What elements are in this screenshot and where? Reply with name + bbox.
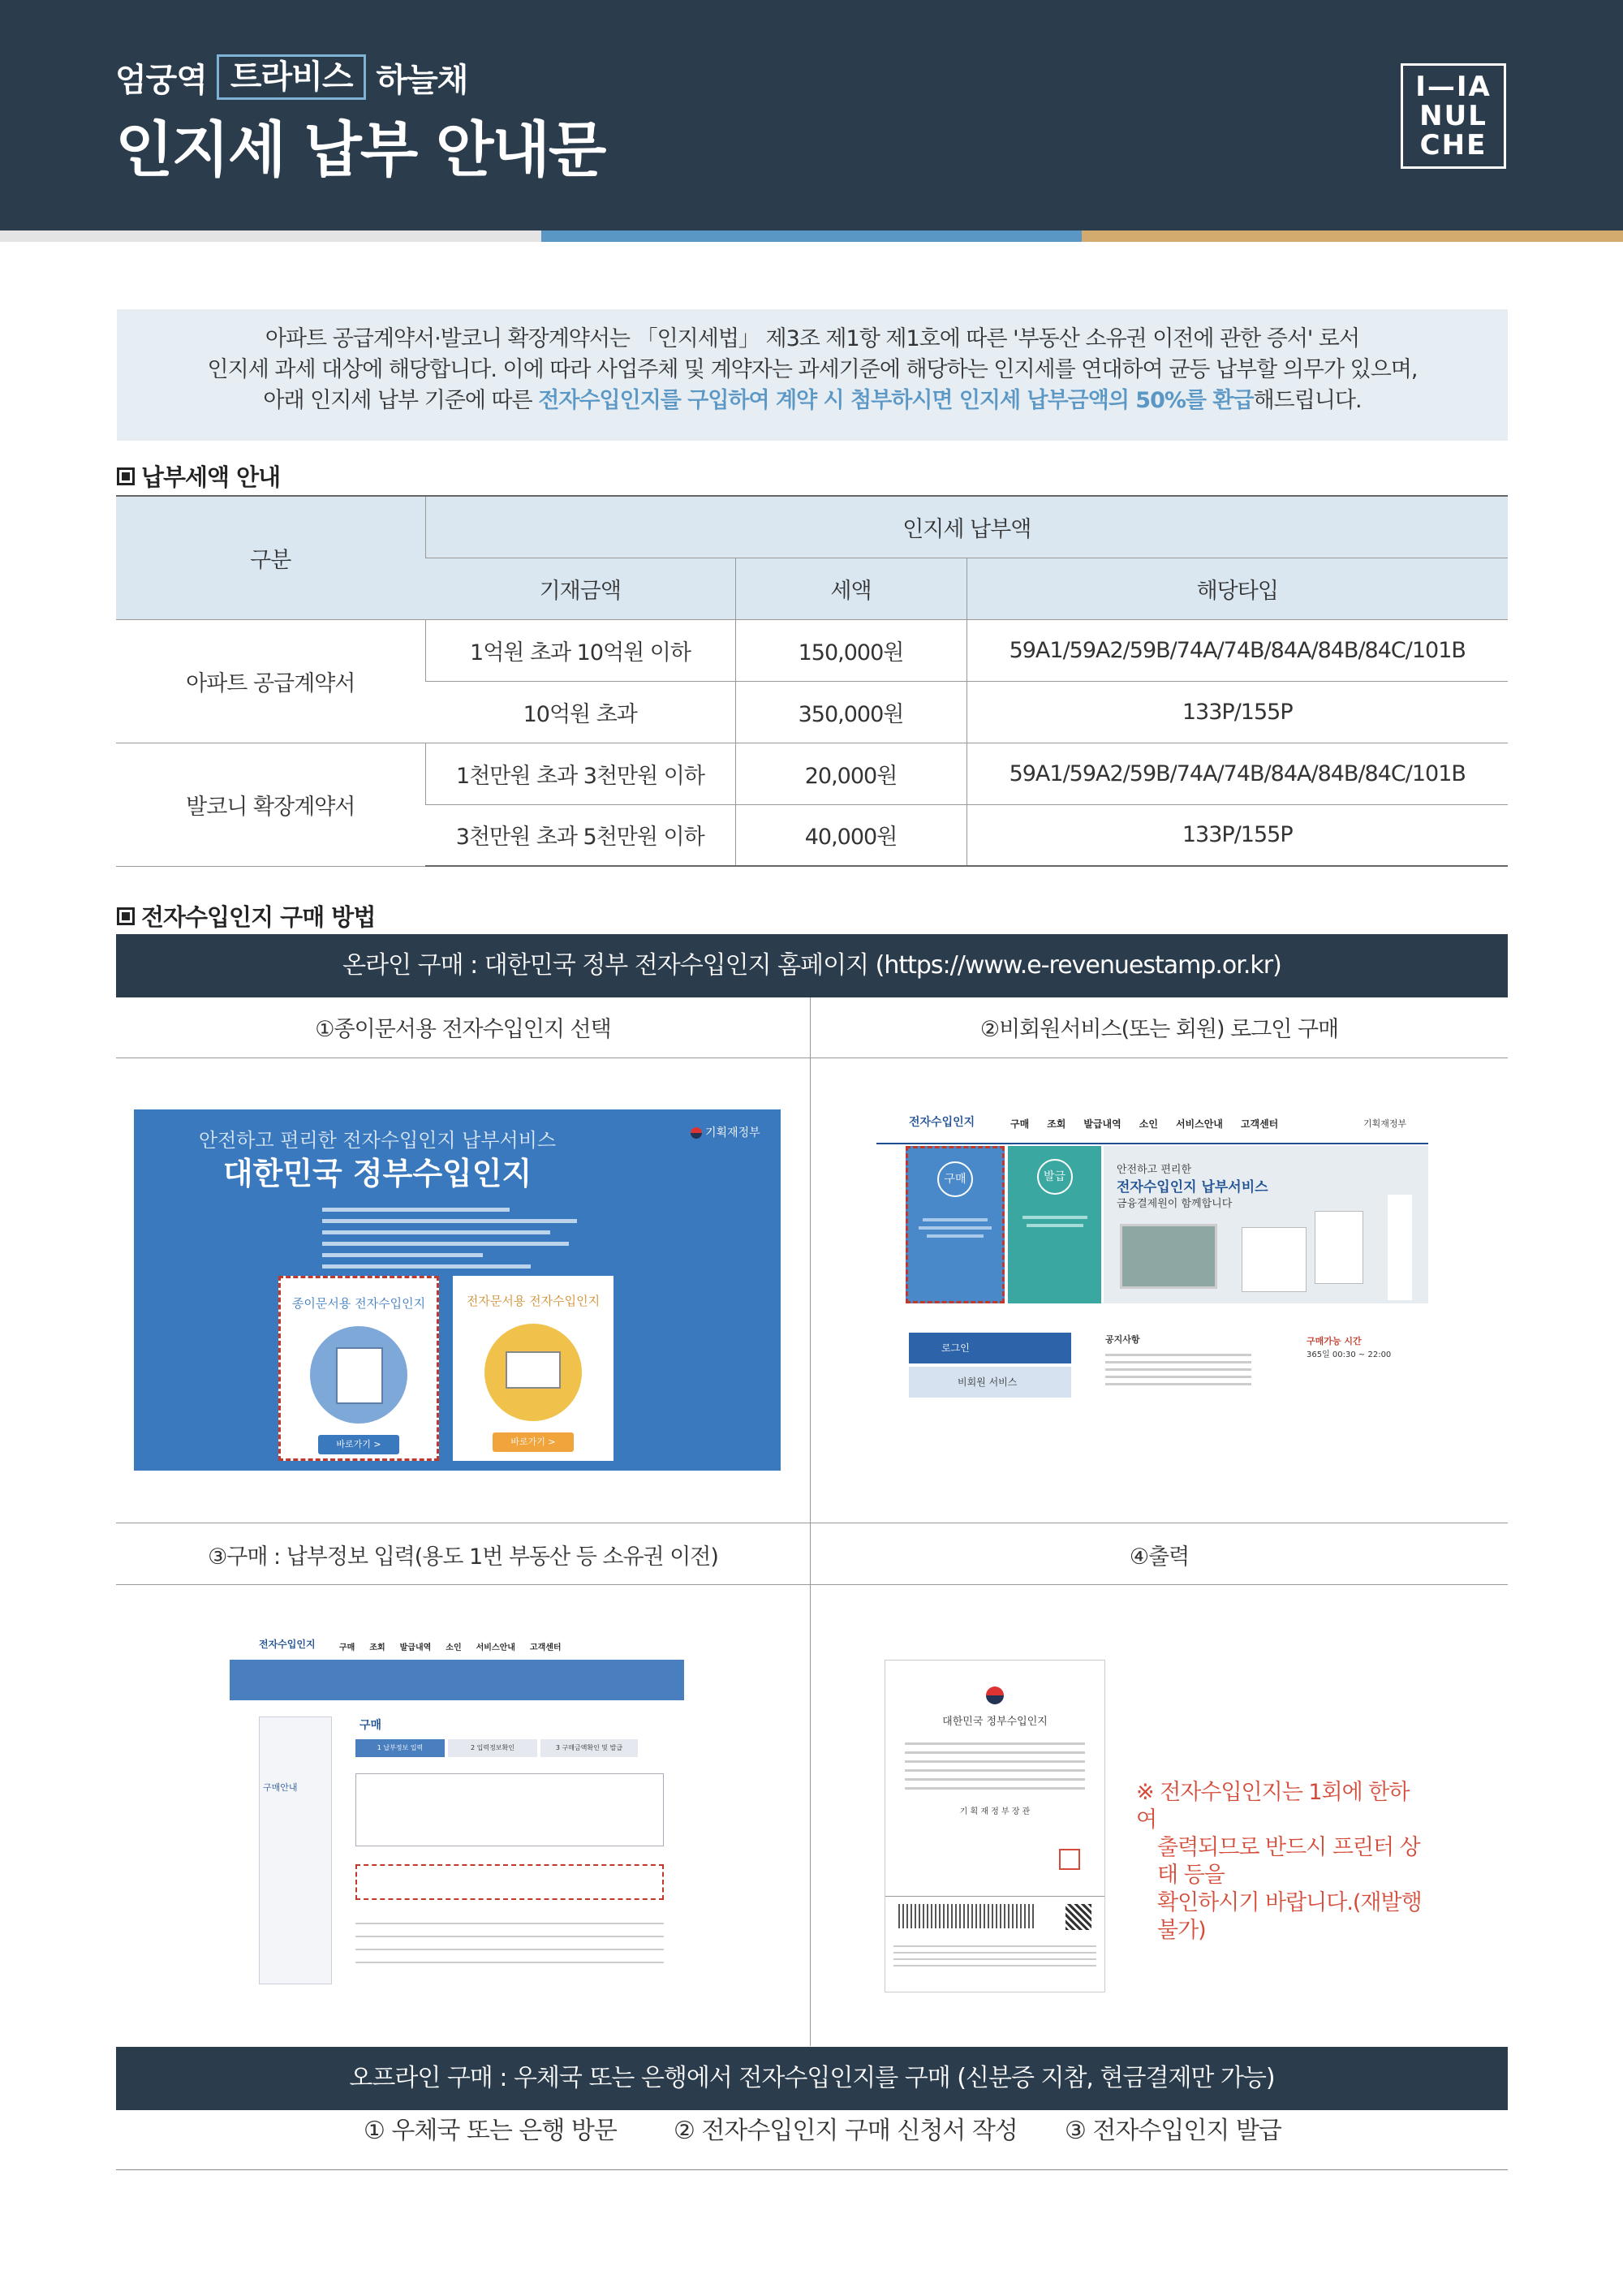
step-2-label: ②비회원서비스(또는 회원) 로그인 구매	[979, 1017, 1339, 1042]
row-tax: 40,000원	[735, 804, 966, 866]
tax-section-title-text: 납부세액 안내	[141, 463, 281, 491]
nav-service[interactable]: 서비스안내	[1175, 1118, 1223, 1130]
brand-mid: 트라비스	[217, 54, 367, 100]
issue-tile-label: 발급	[1037, 1159, 1073, 1195]
logo-line-3: CHE	[1419, 129, 1487, 162]
row-type: 59A1/59A2/59B/74A/74B/84A/84B/84C/101B	[966, 743, 1508, 804]
card-b-button[interactable]: 바로가기 >	[493, 1432, 574, 1452]
grid-divider	[810, 997, 811, 2046]
shot2-nav	[1010, 1117, 1278, 1131]
card-a-label: 종이문서용 전자수입인지	[291, 1296, 426, 1311]
shot1-top-text: 안전하고 편리한 전자수입인지 납부서비스	[198, 1129, 557, 1152]
nav-history[interactable]: 발급내역	[399, 1643, 432, 1652]
row-category: 발코니 확장계약서	[116, 743, 425, 866]
nav-cancel[interactable]: 소인	[446, 1643, 462, 1652]
shot3-steps	[355, 1739, 638, 1757]
step-c: 3 구매금액확인 및 발급	[540, 1739, 638, 1757]
shot3-input-row[interactable]	[355, 1864, 664, 1900]
screenshot-step-2	[876, 1105, 1428, 1462]
nav-support[interactable]: 고객센터	[529, 1643, 562, 1652]
paper-stamp-card[interactable]	[278, 1276, 439, 1461]
header-category: 구분	[116, 496, 425, 619]
offline-step-2: ② 전자수입인지 구매 신청서 작성	[674, 2117, 1018, 2145]
step-4-label: ④출력	[1129, 1544, 1190, 1570]
note-line-2: 출력되므로 반드시 프린터 상태 등을	[1157, 1835, 1420, 1888]
tax-table	[116, 495, 1508, 867]
barcode	[898, 1904, 1036, 1928]
document-icon	[310, 1326, 407, 1424]
purchase-section-title-text: 전자수입인지 구매 방법	[141, 903, 376, 931]
electronic-stamp-card[interactable]	[453, 1276, 613, 1461]
note-line-3: 확인하시기 바랍니다.(재발행 불가)	[1157, 1890, 1422, 1943]
table-row	[116, 619, 1508, 681]
row-type: 59A1/59A2/59B/74A/74B/84A/84B/84C/101B	[966, 619, 1508, 681]
purchase-section-title	[117, 899, 375, 933]
brand-left: 엄궁역	[115, 61, 207, 99]
header-type: 해당타입	[966, 558, 1508, 619]
row-tax: 150,000원	[735, 619, 966, 681]
online-purchase-bar: 온라인 구매 : 대한민국 정부 전자수입인지 홈페이지 (https://www.e-revenuestamp.or.kr)	[116, 934, 1508, 997]
shot3-nav	[339, 1640, 562, 1652]
certificate-issuer: 기 획 재 정 부 장 관	[959, 1807, 1031, 1816]
card-a-button[interactable]: 바로가기 >	[318, 1435, 399, 1454]
intro-highlight: 전자수입인지를 구입하여 계약 시 첨부하시면 인지세 납부금액의 50%를 환급	[538, 388, 1254, 413]
reprint-warning	[1136, 1779, 1428, 1945]
brand-right: 하늘채	[376, 61, 468, 99]
intro-line-3-pre: 아래 인지세 납부 기준에 따른	[263, 388, 539, 413]
row-amount: 3천만원 초과 5천만원 이하	[425, 804, 735, 866]
brand-line	[115, 54, 467, 101]
offline-step-1: ① 우체국 또는 은행 방문	[364, 2117, 617, 2145]
guide-label: 구매안내	[263, 1782, 298, 1793]
accent-bar-grey	[0, 230, 541, 242]
card-b-label: 전자문서용 전자수입인지	[466, 1294, 601, 1308]
shot3-input-rows	[355, 1911, 664, 1975]
row-type: 133P/155P	[966, 681, 1508, 743]
header-accent-bars	[0, 230, 1623, 242]
buy-tile-label: 구매	[937, 1161, 973, 1197]
table-header-row	[116, 496, 1508, 558]
square-bullet-icon	[117, 907, 135, 925]
nav-service[interactable]: 서비스안내	[476, 1643, 515, 1652]
intro-line-2: 인지세 과세 대상에 해당합니다. 이에 따라 사업주체 및 계약자는 과세기준에 해당하는 인지세를 연대하여 균등 납부할 의무가 있으며,	[207, 357, 1418, 382]
page-title: 인지세 납부 안내문	[115, 115, 605, 185]
intro-line-1: 아파트 공급계약서·발코니 확장계약서는 「인지세법」 제3조 제1항 제1호에 따른 '부동산 소유권 이전에 관한 증서' 로서	[265, 326, 1360, 351]
laptop-icon	[484, 1324, 582, 1421]
banner-line-2: 전자수입인지 납부서비스	[1117, 1179, 1268, 1195]
seal-stamp	[1059, 1849, 1080, 1870]
issue-tile[interactable]	[1008, 1146, 1101, 1303]
korea-emblem-icon	[986, 1686, 1004, 1704]
step-3-label: ③구매 : 납부정보 입력(용도 1번 부동산 등 소유권 이전)	[208, 1544, 718, 1570]
step-a: 1 납부정보 입력	[355, 1739, 445, 1757]
notice-list	[1105, 1349, 1251, 1390]
shot2-logo: 전자수입인지	[909, 1116, 975, 1129]
intro-line-3-post: 해드립니다.	[1253, 388, 1362, 413]
certificate-title: 대한민국 정부수입인지	[942, 1716, 1048, 1728]
square-bullet-icon	[117, 467, 135, 485]
offline-step-3: ③ 전자수입인지 발급	[1065, 2117, 1281, 2145]
accent-bar-gold	[1082, 230, 1623, 242]
shot2-banner	[1104, 1146, 1428, 1303]
tax-section-title	[117, 459, 280, 493]
banner-line-1: 안전하고 편리한	[1117, 1164, 1192, 1176]
screenshot-step-1	[134, 1109, 781, 1471]
nav-history[interactable]: 발급내역	[1083, 1118, 1121, 1130]
nav-lookup[interactable]: 조회	[1047, 1118, 1066, 1130]
shot1-ministry-text: 기획재정부	[705, 1126, 760, 1139]
logo-line-2: NUL	[1419, 100, 1487, 132]
row-amount: 1천만원 초과 3천만원 이하	[425, 743, 735, 804]
row-amount: 10억원 초과	[425, 681, 735, 743]
header-group: 인지세 납부액	[425, 496, 1508, 558]
step-1-label: ①종이문서용 전자수입인지 선택	[315, 1017, 611, 1042]
header-tax: 세액	[735, 558, 966, 619]
row-tax: 20,000원	[735, 743, 966, 804]
nav-support[interactable]: 고객센터	[1240, 1118, 1279, 1130]
nav-lookup[interactable]: 조회	[369, 1643, 385, 1652]
shot1-guide-text	[322, 1200, 590, 1276]
guest-service-button[interactable]: 비회원 서비스	[909, 1367, 1071, 1398]
bottom-rule	[116, 2169, 1508, 2170]
shot3-sidebar	[259, 1717, 332, 1984]
intro-box	[117, 309, 1508, 441]
header-amount: 기재금액	[425, 558, 735, 619]
row-tax: 350,000원	[735, 681, 966, 743]
intro-line-3	[117, 386, 1508, 416]
nav-cancel[interactable]: 소인	[1139, 1118, 1158, 1130]
shot1-ministry	[691, 1124, 760, 1140]
shot3-logo: 전자수입인지	[259, 1639, 316, 1650]
note-line-1: ※ 전자수입인지는 1회에 한하여	[1136, 1780, 1410, 1833]
accent-bar-blue	[541, 230, 1082, 242]
shot1-title: 대한민국 정부수입인지	[222, 1156, 532, 1191]
shot3-notice-box	[355, 1773, 664, 1846]
screenshot-step-4	[885, 1660, 1105, 1992]
nav-buy[interactable]: 구매	[1010, 1118, 1030, 1130]
row-amount: 1억원 초과 10억원 이하	[425, 619, 735, 681]
korea-emblem-icon	[691, 1127, 702, 1139]
qr-code	[1065, 1904, 1091, 1930]
logo-line-1: I—IA	[1415, 71, 1492, 103]
row-category: 아파트 공급계약서	[116, 619, 425, 743]
header	[0, 0, 1623, 230]
certificate-fields	[905, 1742, 1085, 1790]
hanulche-logo	[1401, 63, 1506, 169]
login-button[interactable]: 로그인	[909, 1333, 1071, 1363]
hours-value: 365일 00:30 ~ 22:00	[1307, 1350, 1392, 1359]
notice-title: 공지사항	[1105, 1334, 1140, 1345]
nav-buy[interactable]: 구매	[339, 1643, 355, 1652]
banner-line-3: 금융결제원이 함께합니다	[1117, 1198, 1233, 1210]
buy-tile[interactable]	[906, 1146, 1005, 1303]
table-row	[116, 743, 1508, 804]
step-b: 2 입력정보확인	[448, 1739, 537, 1757]
offline-purchase-bar: 오프라인 구매 : 우체국 또는 은행에서 전자수입인지를 구매 (신분증 지참, 현금결제만 가능)	[116, 2047, 1508, 2110]
hours-label: 구매가능 시간	[1307, 1336, 1362, 1346]
row-type: 133P/155P	[966, 804, 1508, 866]
certificate-footer	[893, 1941, 1096, 1971]
screenshot-step-3	[230, 1635, 684, 1997]
grid-line	[116, 1584, 1508, 1585]
shot2-ministry: 기획재정부	[1363, 1118, 1407, 1129]
shot3-section: 구매	[359, 1719, 382, 1732]
